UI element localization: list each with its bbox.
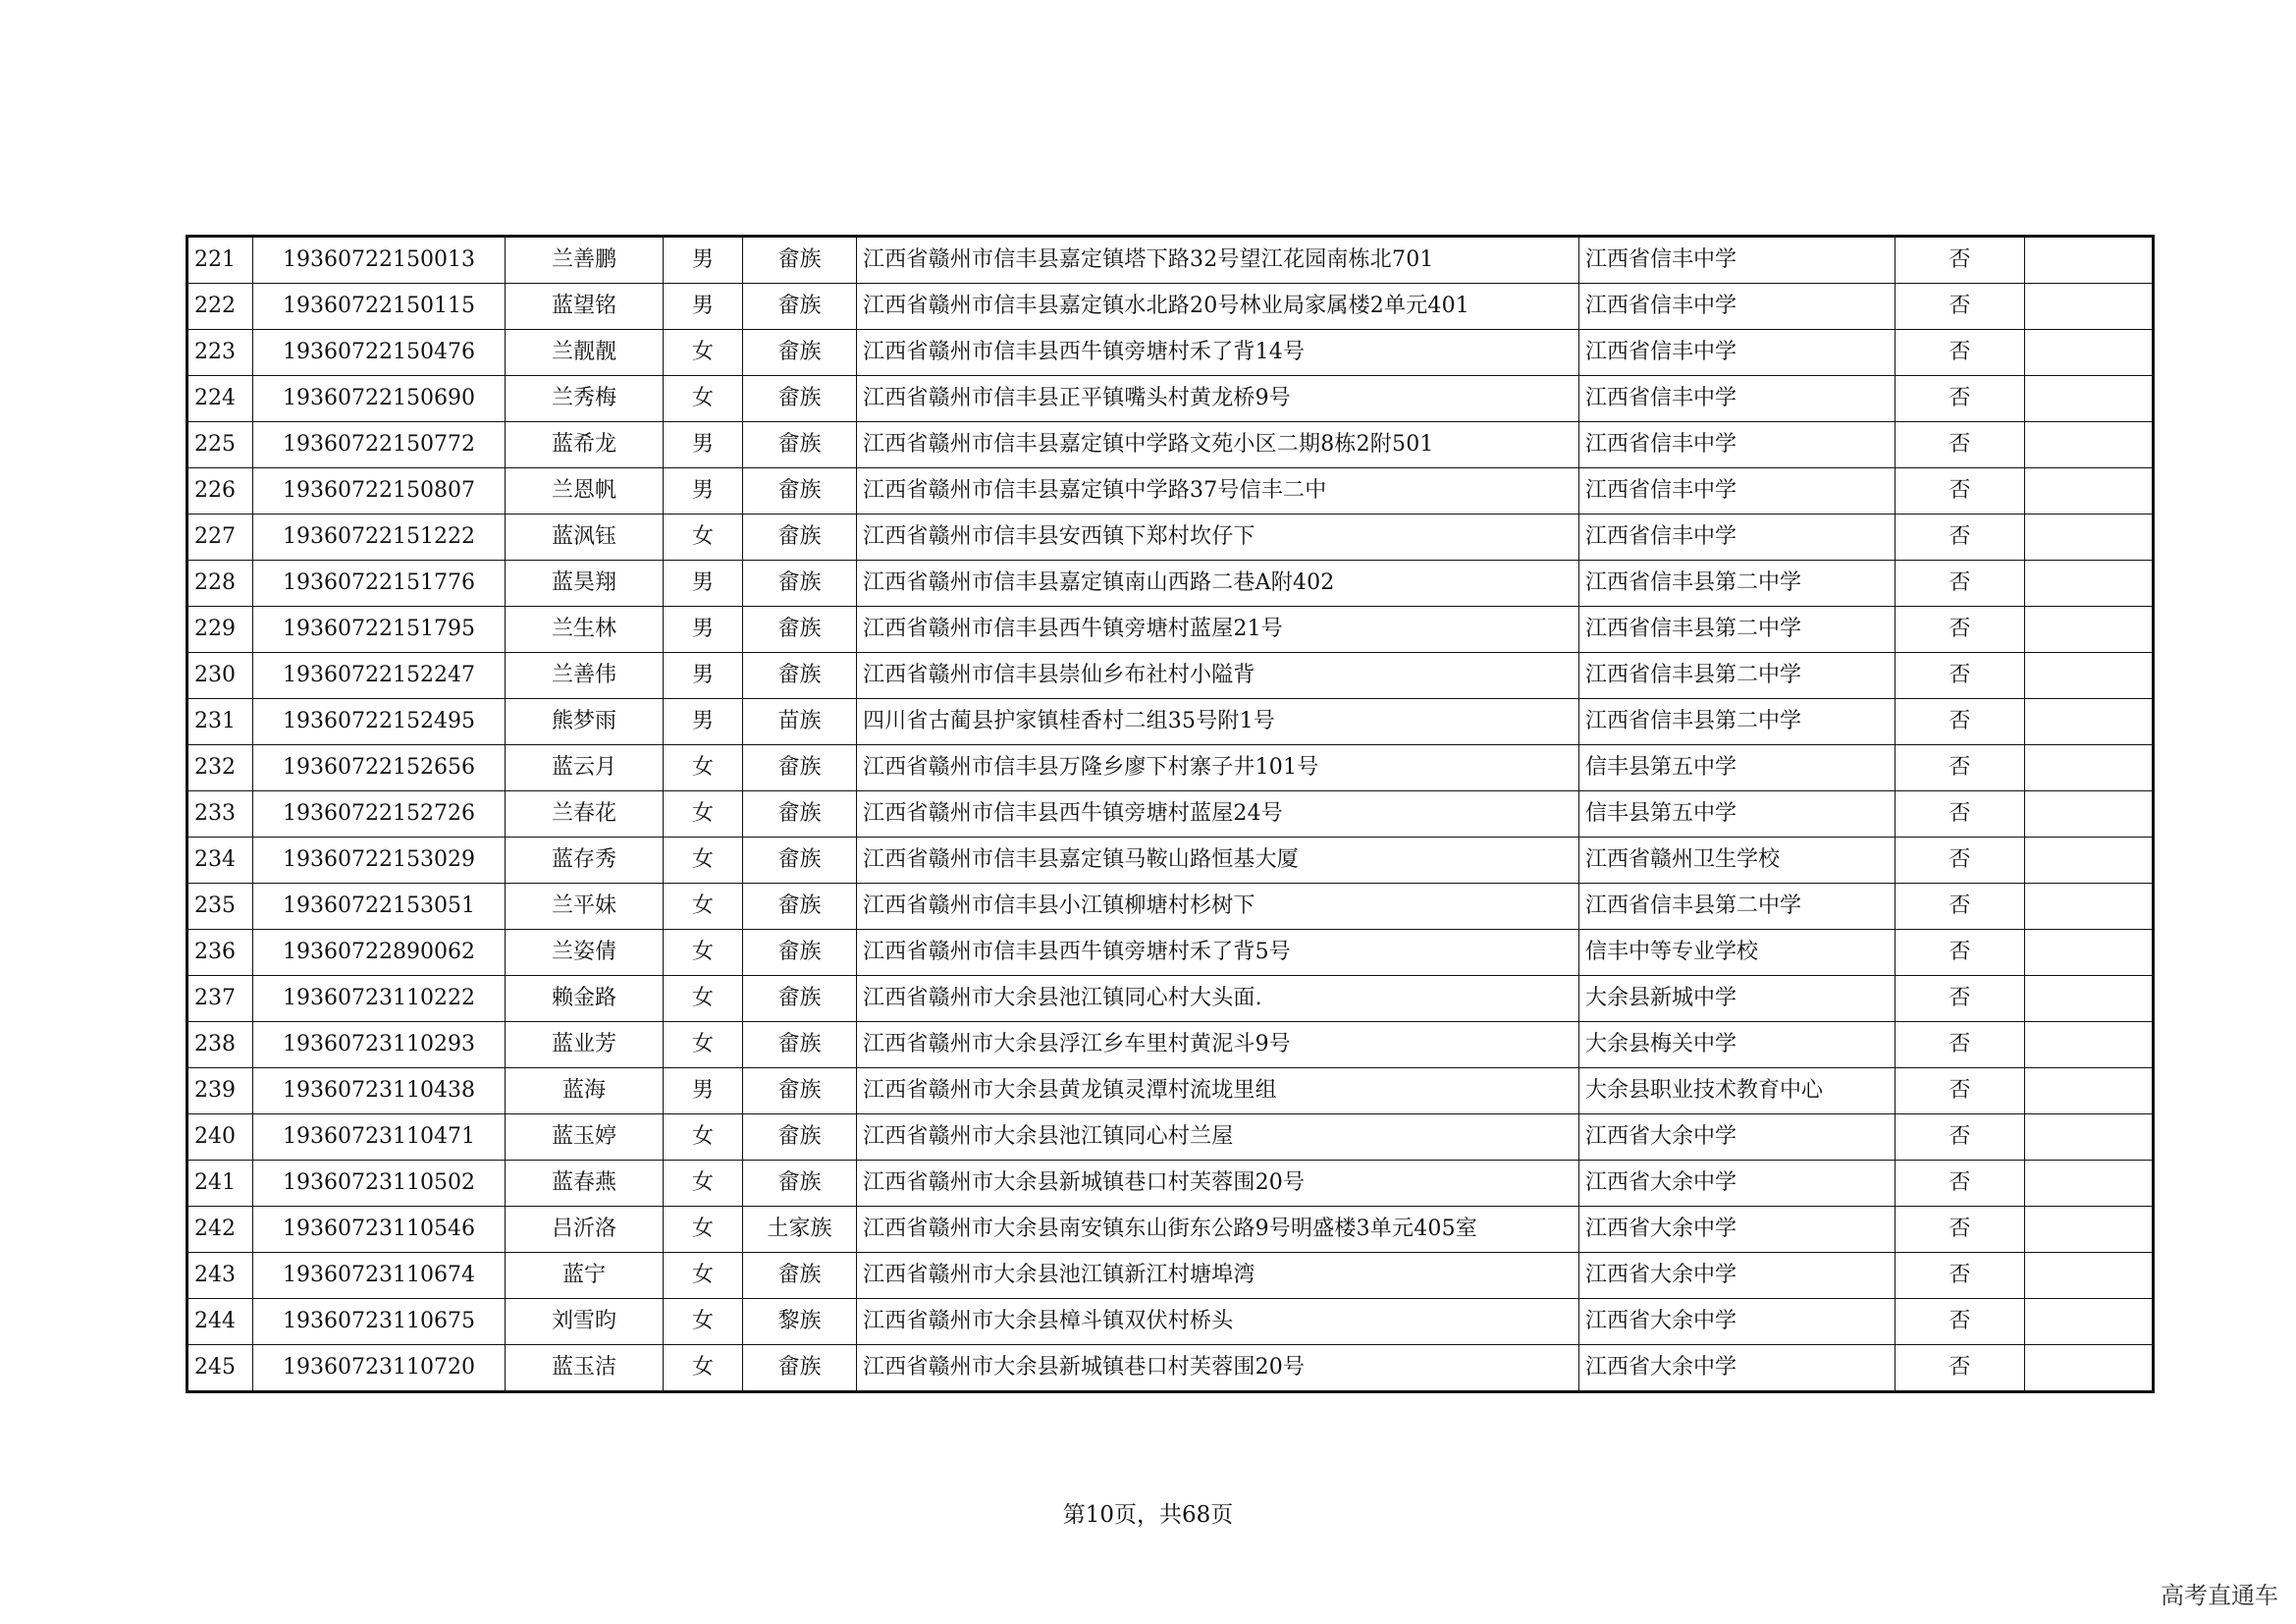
gender-cell: 女 — [664, 1114, 743, 1161]
student-name-cell: 蓝春燕 — [506, 1161, 664, 1207]
school-cell: 江西省大余中学 — [1579, 1299, 1896, 1345]
row-number-cell: 225 — [187, 422, 253, 468]
flag-cell: 否 — [1896, 653, 2025, 699]
student-name-cell: 蓝宁 — [506, 1253, 664, 1299]
table-row — [187, 976, 2154, 1022]
row-number-cell: 233 — [187, 791, 253, 838]
ethnicity-cell: 畲族 — [743, 838, 857, 884]
address-cell: 江西省赣州市大余县新城镇巷口村芙蓉围20号 — [857, 1161, 1579, 1207]
row-number-cell: 226 — [187, 468, 253, 514]
address-cell: 江西省赣州市大余县南安镇东山街东公路9号明盛楼3单元405室 — [857, 1207, 1579, 1253]
flag-cell: 否 — [1896, 1253, 2025, 1299]
row-number-cell: 235 — [187, 884, 253, 930]
ethnicity-cell: 畲族 — [743, 607, 857, 653]
school-cell: 信丰县第五中学 — [1579, 745, 1896, 791]
student-name-cell: 蓝业芳 — [506, 1022, 664, 1068]
table-row — [187, 1345, 2154, 1392]
gender-cell: 男 — [664, 284, 743, 330]
gender-cell: 女 — [664, 884, 743, 930]
address-cell: 江西省赣州市信丰县西牛镇旁塘村蓝屋21号 — [857, 607, 1579, 653]
exam-id-cell: 19360722890062 — [253, 930, 506, 976]
student-name-cell: 蓝玉婷 — [506, 1114, 664, 1161]
gender-cell: 女 — [664, 838, 743, 884]
flag-cell: 否 — [1896, 1345, 2025, 1392]
note-cell — [2025, 330, 2154, 376]
ethnicity-cell: 畲族 — [743, 884, 857, 930]
table-row — [187, 1207, 2154, 1253]
ethnicity-cell: 畲族 — [743, 1022, 857, 1068]
table-row — [187, 468, 2154, 514]
note-cell — [2025, 468, 2154, 514]
student-name-cell: 兰善伟 — [506, 653, 664, 699]
gender-cell: 男 — [664, 468, 743, 514]
address-cell: 江西省赣州市信丰县正平镇嘴头村黄龙桥9号 — [857, 376, 1579, 422]
ethnicity-cell: 畲族 — [743, 930, 857, 976]
ethnicity-cell: 畲族 — [743, 1161, 857, 1207]
ethnicity-cell: 畲族 — [743, 237, 857, 284]
school-cell: 江西省信丰中学 — [1579, 422, 1896, 468]
student-name-cell: 蓝望铭 — [506, 284, 664, 330]
note-cell — [2025, 699, 2154, 745]
exam-id-cell: 19360722151795 — [253, 607, 506, 653]
school-cell: 江西省大余中学 — [1579, 1345, 1896, 1392]
ethnicity-cell: 畲族 — [743, 1345, 857, 1392]
student-name-cell: 熊梦雨 — [506, 699, 664, 745]
flag-cell: 否 — [1896, 1207, 2025, 1253]
flag-cell: 否 — [1896, 745, 2025, 791]
note-cell — [2025, 745, 2154, 791]
note-cell — [2025, 930, 2154, 976]
note-cell — [2025, 561, 2154, 607]
gender-cell: 男 — [664, 422, 743, 468]
table-row — [187, 1253, 2154, 1299]
address-cell: 四川省古蔺县护家镇桂香村二组35号附1号 — [857, 699, 1579, 745]
flag-cell: 否 — [1896, 884, 2025, 930]
gender-cell: 男 — [664, 699, 743, 745]
address-cell: 江西省赣州市信丰县小江镇柳塘村杉树下 — [857, 884, 1579, 930]
ethnicity-cell: 畲族 — [743, 284, 857, 330]
table-row — [187, 237, 2154, 284]
table-row — [187, 1299, 2154, 1345]
gender-cell: 女 — [664, 930, 743, 976]
exam-id-cell: 19360723110293 — [253, 1022, 506, 1068]
roster-body — [187, 237, 2154, 1392]
note-cell — [2025, 1114, 2154, 1161]
row-number-cell: 239 — [187, 1068, 253, 1114]
row-number-cell: 240 — [187, 1114, 253, 1161]
row-number-cell: 245 — [187, 1345, 253, 1392]
gender-cell: 女 — [664, 376, 743, 422]
address-cell: 江西省赣州市信丰县万隆乡廖下村寨子井101号 — [857, 745, 1579, 791]
exam-id-cell: 19360722150807 — [253, 468, 506, 514]
address-cell: 江西省赣州市信丰县嘉定镇马鞍山路恒基大厦 — [857, 838, 1579, 884]
exam-id-cell: 19360722152495 — [253, 699, 506, 745]
student-name-cell: 刘雪昀 — [506, 1299, 664, 1345]
address-cell: 江西省赣州市大余县池江镇新江村塘埠湾 — [857, 1253, 1579, 1299]
flag-cell: 否 — [1896, 330, 2025, 376]
table-row — [187, 699, 2154, 745]
student-name-cell: 蓝玉洁 — [506, 1345, 664, 1392]
table-row — [187, 422, 2154, 468]
student-roster-table — [186, 235, 2155, 1393]
table-row — [187, 1114, 2154, 1161]
gender-cell: 女 — [664, 1161, 743, 1207]
student-name-cell: 蓝希龙 — [506, 422, 664, 468]
flag-cell: 否 — [1896, 1161, 2025, 1207]
gender-cell: 男 — [664, 237, 743, 284]
exam-id-cell: 19360722151222 — [253, 514, 506, 561]
exam-id-cell: 19360722150690 — [253, 376, 506, 422]
gender-cell: 女 — [664, 514, 743, 561]
table-row — [187, 376, 2154, 422]
exam-id-cell: 19360723110222 — [253, 976, 506, 1022]
note-cell — [2025, 884, 2154, 930]
flag-cell: 否 — [1896, 976, 2025, 1022]
student-name-cell: 兰平妹 — [506, 884, 664, 930]
ethnicity-cell: 畲族 — [743, 330, 857, 376]
note-cell — [2025, 976, 2154, 1022]
address-cell: 江西省赣州市信丰县西牛镇旁塘村蓝屋24号 — [857, 791, 1579, 838]
school-cell: 江西省大余中学 — [1579, 1161, 1896, 1207]
student-name-cell: 蓝海 — [506, 1068, 664, 1114]
address-cell: 江西省赣州市信丰县嘉定镇中学路37号信丰二中 — [857, 468, 1579, 514]
gender-cell: 男 — [664, 1068, 743, 1114]
student-name-cell: 兰生林 — [506, 607, 664, 653]
exam-id-cell: 19360723110720 — [253, 1345, 506, 1392]
ethnicity-cell: 黎族 — [743, 1299, 857, 1345]
address-cell: 江西省赣州市大余县新城镇巷口村芙蓉围20号 — [857, 1345, 1579, 1392]
table-row — [187, 930, 2154, 976]
student-name-cell: 蓝存秀 — [506, 838, 664, 884]
table-row — [187, 607, 2154, 653]
row-number-cell: 224 — [187, 376, 253, 422]
flag-cell: 否 — [1896, 284, 2025, 330]
note-cell — [2025, 376, 2154, 422]
row-number-cell: 228 — [187, 561, 253, 607]
flag-cell: 否 — [1896, 791, 2025, 838]
note-cell — [2025, 237, 2154, 284]
row-number-cell: 241 — [187, 1161, 253, 1207]
flag-cell: 否 — [1896, 838, 2025, 884]
gender-cell: 女 — [664, 976, 743, 1022]
note-cell — [2025, 1207, 2154, 1253]
note-cell — [2025, 1345, 2154, 1392]
school-cell: 信丰中等专业学校 — [1579, 930, 1896, 976]
ethnicity-cell: 苗族 — [743, 699, 857, 745]
gender-cell: 女 — [664, 330, 743, 376]
school-cell: 大余县新城中学 — [1579, 976, 1896, 1022]
exam-id-cell: 19360722152247 — [253, 653, 506, 699]
address-cell: 江西省赣州市大余县樟斗镇双伏村桥头 — [857, 1299, 1579, 1345]
flag-cell: 否 — [1896, 1114, 2025, 1161]
note-cell — [2025, 1253, 2154, 1299]
table-row — [187, 653, 2154, 699]
gender-cell: 女 — [664, 1299, 743, 1345]
row-number-cell: 230 — [187, 653, 253, 699]
school-cell: 大余县职业技术教育中心 — [1579, 1068, 1896, 1114]
address-cell: 江西省赣州市大余县黄龙镇灵潭村流垅里组 — [857, 1068, 1579, 1114]
address-cell: 江西省赣州市信丰县嘉定镇塔下路32号望江花园南栋北701 — [857, 237, 1579, 284]
exam-id-cell: 19360722150772 — [253, 422, 506, 468]
student-name-cell: 蓝云月 — [506, 745, 664, 791]
school-cell: 江西省信丰县第二中学 — [1579, 607, 1896, 653]
row-number-cell: 229 — [187, 607, 253, 653]
exam-id-cell: 19360723110675 — [253, 1299, 506, 1345]
school-cell: 江西省信丰县第二中学 — [1579, 653, 1896, 699]
note-cell — [2025, 284, 2154, 330]
ethnicity-cell: 畲族 — [743, 791, 857, 838]
table-row — [187, 514, 2154, 561]
ethnicity-cell: 畲族 — [743, 468, 857, 514]
ethnicity-cell: 畲族 — [743, 1068, 857, 1114]
student-name-cell: 兰善鹏 — [506, 237, 664, 284]
exam-id-cell: 19360723110546 — [253, 1207, 506, 1253]
student-name-cell: 蓝沨钰 — [506, 514, 664, 561]
row-number-cell: 221 — [187, 237, 253, 284]
ethnicity-cell: 畲族 — [743, 561, 857, 607]
flag-cell: 否 — [1896, 376, 2025, 422]
gender-cell: 女 — [664, 1022, 743, 1068]
flag-cell: 否 — [1896, 607, 2025, 653]
table-row — [187, 745, 2154, 791]
address-cell: 江西省赣州市大余县池江镇同心村大头面. — [857, 976, 1579, 1022]
note-cell — [2025, 1161, 2154, 1207]
exam-id-cell: 19360722152656 — [253, 745, 506, 791]
row-number-cell: 242 — [187, 1207, 253, 1253]
table-row — [187, 791, 2154, 838]
row-number-cell: 234 — [187, 838, 253, 884]
note-cell — [2025, 422, 2154, 468]
address-cell: 江西省赣州市大余县浮江乡车里村黄泥斗9号 — [857, 1022, 1579, 1068]
row-number-cell: 223 — [187, 330, 253, 376]
gender-cell: 女 — [664, 745, 743, 791]
table-row — [187, 284, 2154, 330]
table-row — [187, 1068, 2154, 1114]
student-name-cell: 吕沂洛 — [506, 1207, 664, 1253]
flag-cell: 否 — [1896, 514, 2025, 561]
gender-cell: 男 — [664, 653, 743, 699]
flag-cell: 否 — [1896, 1022, 2025, 1068]
school-cell: 江西省赣州卫生学校 — [1579, 838, 1896, 884]
row-number-cell: 237 — [187, 976, 253, 1022]
student-name-cell: 蓝昊翔 — [506, 561, 664, 607]
note-cell — [2025, 1068, 2154, 1114]
ethnicity-cell: 畲族 — [743, 422, 857, 468]
note-cell — [2025, 791, 2154, 838]
school-cell: 江西省信丰中学 — [1579, 514, 1896, 561]
student-name-cell: 兰恩帆 — [506, 468, 664, 514]
ethnicity-cell: 畲族 — [743, 1114, 857, 1161]
row-number-cell: 238 — [187, 1022, 253, 1068]
student-name-cell: 兰秀梅 — [506, 376, 664, 422]
exam-id-cell: 19360723110674 — [253, 1253, 506, 1299]
exam-id-cell: 19360722150115 — [253, 284, 506, 330]
address-cell: 江西省赣州市信丰县崇仙乡布社村小隘背 — [857, 653, 1579, 699]
flag-cell: 否 — [1896, 1068, 2025, 1114]
row-number-cell: 232 — [187, 745, 253, 791]
ethnicity-cell: 畲族 — [743, 376, 857, 422]
row-number-cell: 231 — [187, 699, 253, 745]
row-number-cell: 222 — [187, 284, 253, 330]
exam-id-cell: 19360722153051 — [253, 884, 506, 930]
ethnicity-cell: 畲族 — [743, 976, 857, 1022]
school-cell: 信丰县第五中学 — [1579, 791, 1896, 838]
student-name-cell: 兰姿倩 — [506, 930, 664, 976]
flag-cell: 否 — [1896, 699, 2025, 745]
note-cell — [2025, 1022, 2154, 1068]
school-cell: 江西省信丰中学 — [1579, 330, 1896, 376]
school-cell: 江西省信丰县第二中学 — [1579, 884, 1896, 930]
student-name-cell: 兰春花 — [506, 791, 664, 838]
flag-cell: 否 — [1896, 930, 2025, 976]
school-cell: 江西省信丰县第二中学 — [1579, 699, 1896, 745]
ethnicity-cell: 畲族 — [743, 1253, 857, 1299]
gender-cell: 女 — [664, 1207, 743, 1253]
address-cell: 江西省赣州市信丰县西牛镇旁塘村禾了背5号 — [857, 930, 1579, 976]
ethnicity-cell: 畲族 — [743, 653, 857, 699]
note-cell — [2025, 1299, 2154, 1345]
address-cell: 江西省赣州市大余县池江镇同心村兰屋 — [857, 1114, 1579, 1161]
gender-cell: 男 — [664, 607, 743, 653]
address-cell: 江西省赣州市信丰县嘉定镇中学路文苑小区二期8栋2附501 — [857, 422, 1579, 468]
note-cell — [2025, 607, 2154, 653]
row-number-cell: 243 — [187, 1253, 253, 1299]
gender-cell: 女 — [664, 1345, 743, 1392]
exam-id-cell: 19360722150013 — [253, 237, 506, 284]
school-cell: 江西省大余中学 — [1579, 1253, 1896, 1299]
flag-cell: 否 — [1896, 237, 2025, 284]
address-cell: 江西省赣州市信丰县嘉定镇水北路20号林业局家属楼2单元401 — [857, 284, 1579, 330]
gender-cell: 男 — [664, 561, 743, 607]
address-cell: 江西省赣州市信丰县西牛镇旁塘村禾了背14号 — [857, 330, 1579, 376]
note-cell — [2025, 514, 2154, 561]
ethnicity-cell: 畲族 — [743, 745, 857, 791]
school-cell: 江西省信丰县第二中学 — [1579, 561, 1896, 607]
ethnicity-cell: 土家族 — [743, 1207, 857, 1253]
note-cell — [2025, 838, 2154, 884]
school-cell: 大余县梅关中学 — [1579, 1022, 1896, 1068]
exam-id-cell: 19360722152726 — [253, 791, 506, 838]
row-number-cell: 244 — [187, 1299, 253, 1345]
table-row — [187, 561, 2154, 607]
exam-id-cell: 19360723110438 — [253, 1068, 506, 1114]
table-row — [187, 1161, 2154, 1207]
school-cell: 江西省信丰中学 — [1579, 468, 1896, 514]
table-row — [187, 838, 2154, 884]
flag-cell: 否 — [1896, 1299, 2025, 1345]
school-cell: 江西省大余中学 — [1579, 1114, 1896, 1161]
note-cell — [2025, 653, 2154, 699]
watermark-text: 高考直通车 — [2161, 1582, 2278, 1609]
school-cell: 江西省信丰中学 — [1579, 284, 1896, 330]
gender-cell: 女 — [664, 791, 743, 838]
table-row — [187, 1022, 2154, 1068]
address-cell: 江西省赣州市信丰县安西镇下郑村坎仔下 — [857, 514, 1579, 561]
table-row — [187, 884, 2154, 930]
exam-id-cell: 19360722153029 — [253, 838, 506, 884]
page-number-footer: 第10页，共68页 — [1062, 1502, 1234, 1528]
gender-cell: 女 — [664, 1253, 743, 1299]
student-name-cell: 赖金路 — [506, 976, 664, 1022]
school-cell: 江西省信丰中学 — [1579, 376, 1896, 422]
row-number-cell: 236 — [187, 930, 253, 976]
school-cell: 江西省信丰中学 — [1579, 237, 1896, 284]
exam-id-cell: 19360722150476 — [253, 330, 506, 376]
student-name-cell: 兰靓靓 — [506, 330, 664, 376]
address-cell: 江西省赣州市信丰县嘉定镇南山西路二巷A附402 — [857, 561, 1579, 607]
row-number-cell: 227 — [187, 514, 253, 561]
exam-id-cell: 19360723110471 — [253, 1114, 506, 1161]
table-row — [187, 330, 2154, 376]
flag-cell: 否 — [1896, 422, 2025, 468]
flag-cell: 否 — [1896, 561, 2025, 607]
flag-cell: 否 — [1896, 468, 2025, 514]
exam-id-cell: 19360722151776 — [253, 561, 506, 607]
exam-id-cell: 19360723110502 — [253, 1161, 506, 1207]
school-cell: 江西省大余中学 — [1579, 1207, 1896, 1253]
ethnicity-cell: 畲族 — [743, 514, 857, 561]
